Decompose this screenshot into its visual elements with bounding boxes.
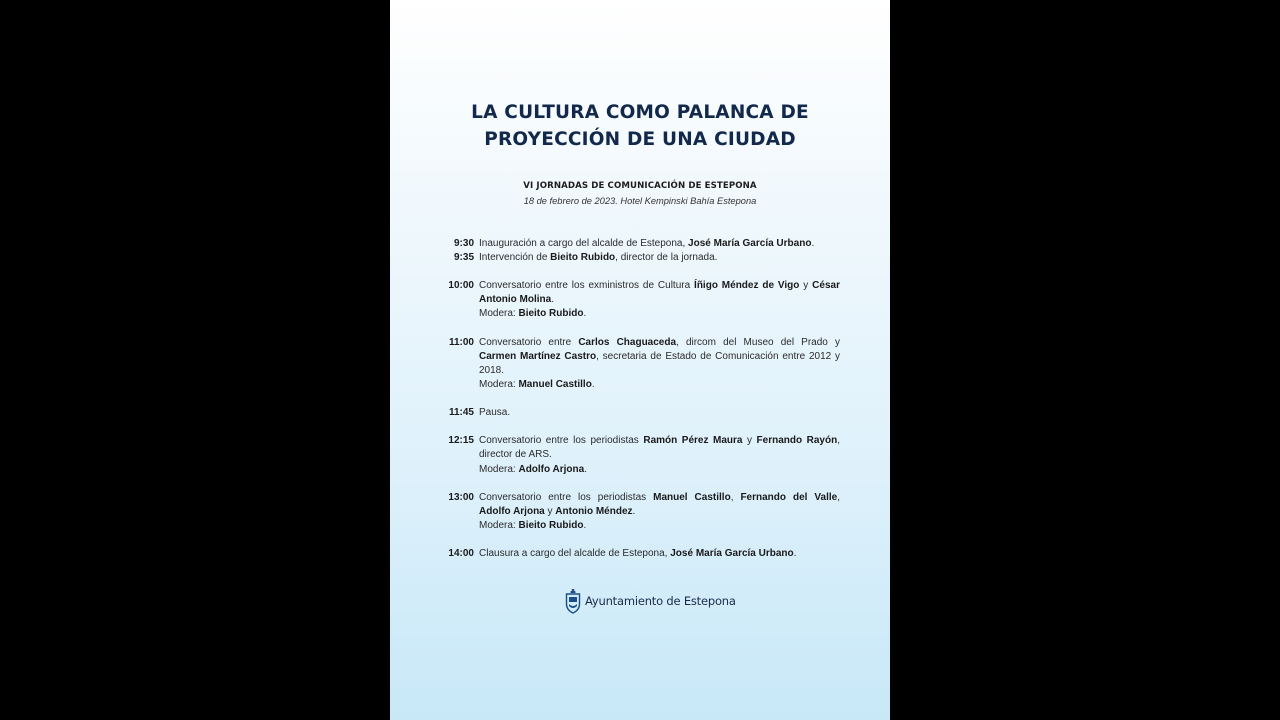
- description-text: Conversatorio entre los exministros de Cultura: [479, 280, 695, 292]
- schedule-time: 11:45: [448, 407, 474, 419]
- description-text: ,: [730, 491, 741, 503]
- description-text: Conversatorio entre: [479, 336, 579, 348]
- page-title: [390, 99, 890, 153]
- description-text: Modera:: [479, 308, 519, 320]
- schedule-item: [440, 547, 840, 561]
- description-line: [479, 519, 840, 533]
- schedule-time: 9:35: [453, 252, 474, 264]
- event-subtitle: VI JORNADAS DE COMUNICACIÓN DE ESTEPONA: [523, 181, 757, 191]
- description-text: ,: [837, 491, 840, 503]
- description-line: [479, 463, 840, 477]
- speaker-name: Fernando del Valle: [740, 491, 838, 503]
- description-line: [479, 336, 840, 378]
- description-text: .: [793, 548, 797, 560]
- event-date-location: 18 de febrero de 2023. Hotel Kempinski Bahía Estepona: [523, 196, 757, 206]
- description-text: .: [811, 238, 815, 249]
- description-text: .: [591, 378, 595, 390]
- speaker-name: Manuel Castillo: [653, 491, 731, 503]
- description-text: , director de ARS.: [479, 435, 840, 461]
- description-text: .: [583, 308, 587, 320]
- description-text: y: [544, 505, 556, 517]
- speaker-name: Íñigo Méndez de Vigo: [694, 280, 800, 292]
- schedule-description: [479, 251, 840, 265]
- footer-logo-text: Ayuntamiento de Estepona: [585, 594, 736, 608]
- schedule-item: [440, 237, 840, 251]
- speaker-name: Adolfo Arjona: [518, 463, 585, 475]
- schedule-description: [479, 434, 840, 476]
- description-text: .: [584, 463, 587, 475]
- description-text: Conversatorio entre los periodistas: [479, 491, 654, 503]
- schedule-time: 13:00: [448, 491, 474, 503]
- description-text: Conversatorio entre los periodistas: [479, 435, 644, 447]
- schedule-description: [479, 279, 840, 321]
- schedule-list: [440, 237, 840, 561]
- description-line: [479, 251, 840, 265]
- speaker-name: Bieito Rubido: [518, 308, 584, 320]
- schedule-time: 11:00: [448, 336, 474, 348]
- description-text: Pausa.: [479, 407, 511, 419]
- schedule-item: [440, 279, 840, 321]
- speaker-name: Antonio Méndez: [555, 505, 633, 517]
- speaker-name: Bieito Rubido: [518, 519, 584, 531]
- schedule-time: 14:00: [448, 548, 474, 560]
- speaker-name: Adolfo Arjona: [479, 505, 545, 517]
- speaker-name: Fernando Rayón: [756, 435, 838, 447]
- speaker-name: José María García Urbano: [688, 238, 812, 249]
- schedule-item: [440, 491, 840, 533]
- description-text: y: [742, 435, 757, 447]
- schedule-item: [440, 251, 840, 265]
- title-line-2: PROYECCIÓN DE UNA CIUDAD: [484, 129, 796, 150]
- schedule-description: [479, 336, 840, 392]
- description-text: Modera:: [479, 519, 519, 531]
- description-text: , dircom del Museo del Prado y: [676, 336, 840, 348]
- schedule-item: [440, 336, 840, 392]
- description-line: [479, 406, 840, 420]
- speaker-name: César Antonio Molina: [479, 280, 840, 306]
- description-text: .: [551, 294, 554, 306]
- description-text: , director de la jornada.: [615, 252, 718, 264]
- speaker-name: Carlos Chaguaceda: [578, 336, 677, 348]
- schedule-time: 10:00: [448, 280, 474, 292]
- schedule-description: [479, 491, 840, 533]
- speaker-name: Carmen Martínez Castro: [479, 350, 597, 362]
- description-line: [479, 547, 840, 561]
- description-line: [479, 491, 840, 519]
- description-line: [479, 237, 840, 251]
- description-text: Modera:: [479, 463, 519, 475]
- description-line: [479, 378, 840, 392]
- description-text: , secretaria de Estado de Comunicación entre 2012 y 2018.: [479, 350, 840, 376]
- description-text: .: [583, 519, 587, 531]
- description-line: [479, 434, 840, 462]
- title-line-1: LA CULTURA COMO PALANCA DE: [471, 102, 809, 123]
- speaker-name: Ramón Pérez Maura: [643, 435, 743, 447]
- description-text: Intervención de: [479, 252, 551, 264]
- footer-logo: [565, 588, 736, 614]
- speaker-name: José María García Urbano: [670, 548, 794, 560]
- schedule-time: 9:30: [453, 238, 474, 249]
- description-text: Modera:: [479, 378, 519, 390]
- schedule-item: [440, 434, 840, 476]
- speaker-name: Manuel Castillo: [518, 378, 592, 390]
- schedule-description: [479, 547, 840, 561]
- speaker-name: Bieito Rubido: [550, 252, 616, 264]
- description-line: [479, 307, 840, 321]
- description-text: Inauguración a cargo del alcalde de Estepona,: [479, 238, 689, 249]
- schedule-description: [479, 237, 840, 251]
- schedule-item: [440, 406, 840, 420]
- description-text: .: [632, 505, 636, 517]
- coat-of-arms-icon: [565, 589, 581, 614]
- program-page: [390, 0, 890, 720]
- description-text: y: [799, 280, 813, 292]
- schedule-time: 12:15: [448, 435, 474, 447]
- schedule-description: [479, 406, 840, 420]
- description-line: [479, 279, 840, 307]
- description-text: Clausura a cargo del alcalde de Estepona,: [479, 548, 671, 560]
